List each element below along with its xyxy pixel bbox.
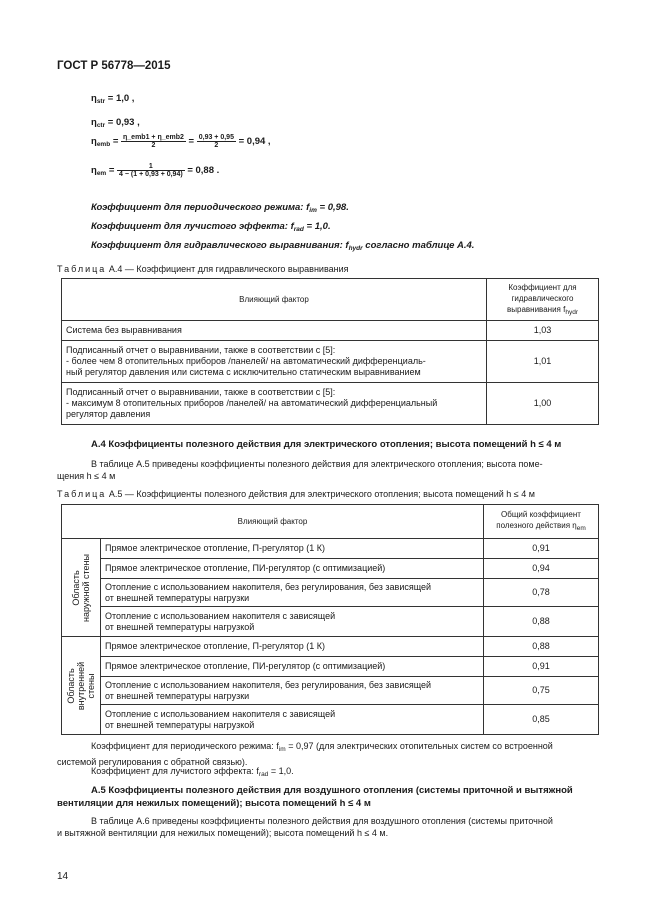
row-factor: Отопление с использованием накопителя с зависящей от внешней температуры нагрузкой [101,705,484,735]
table-row [62,341,599,383]
table-row [62,657,599,677]
row-factor: Отопление с использованием накопителя, без регулирования, без зависящей от внешней температуры нагрузки [101,677,484,705]
table-row [62,383,599,425]
row-value: 0,75 [484,677,599,705]
row-value: 0,91 [484,657,599,677]
header-factor: Влияющий фактор [62,505,484,539]
table-a4-caption: Таблица А.4 — Коэффициент для гидравлического выравнивания [57,264,349,274]
table-row [62,539,599,559]
formula-eta-str: $\eta_{str} = 1,0$ , [91,93,135,105]
row-factor: Система без выравнивания [62,321,487,341]
section-a4-para: В таблице А.5 приведены коэффициенты полезного действия для электрического отопления; высота поме- щения h ≤ 4 м [57,459,543,481]
table-a5-caption: Таблица А.5 — Коэффициенты полезного действия для электрического отопления; высота помещений h ≤ 4 м [57,489,535,499]
table-row [62,677,599,705]
coef-radiant: Коэффициент для лучистого эффекта: $f_{rad} = 1,0$. [91,221,331,233]
row-factor: Отопление с использованием накопителя, без регулирования, без зависящей от внешней температуры нагрузки [101,579,484,607]
table-header-row [62,279,599,321]
table-row [62,579,599,607]
row-factor: Прямое электрическое отопление, П-регулятор (1 К) [101,539,484,559]
section-a4-title: А.4 Коэффициенты полезного действия для электрического отопления; высота помещений h ≤ 4 м [91,439,562,450]
table-a5 [61,504,599,735]
formula-eta-em: $\eta_{em}$ = $\frac{1}{4 - (1 + 0,93 + 0,94)}$ = 0,88 . [91,163,220,178]
formula-eta-emb: $\eta_{emb}$ = $\frac{\text{η\_emb1 + η\_emb2}}{2}$ = $\frac{0,93 + 0,95}{2}$ = 0,94 , [91,134,271,149]
document-header: ГОСТ Р 56778—2015 [57,60,171,72]
section-a5-title: А.5 Коэффициенты полезного действия для воздушного отопления (системы приточной и вытяжной вентиляции для нежилых помещений); высота помещений h ≤ 4 м [57,785,573,809]
row-value: 0,91 [484,539,599,559]
table-row [62,705,599,735]
row-factor: Подписанный отчет о выравнивании, также в соответствии с [5]: - более чем 8 отопительных приборов /панелей/ на автоматический дифференциаль- ный регулятор давления или система с исключительно статическим выравниванием [62,341,487,383]
table-row [62,607,599,637]
row-value: 1,03 [487,321,599,341]
row-factor: Отопление с использованием накопителя с зависящей от внешней температуры нагрузкой [101,607,484,637]
row-factor: Прямое электрическое отопление, ПИ-регулятор (с оптимизацией) [101,559,484,579]
row-value: 1,01 [487,341,599,383]
row-value: 0,94 [484,559,599,579]
table-row [62,321,599,341]
row-factor: Прямое электрическое отопление, ПИ-регулятор (с оптимизацией) [101,657,484,677]
note-periodic: Коэффициент для периодического режима: $f_{im} = 0,97$ (для электрических отопительных систем со встроенной системой регулирования с обратной связью). [57,741,553,767]
table-row [62,559,599,579]
group-label-inner: Область внутренней стены [62,637,101,735]
group-label-outer: Область наружной стены [62,539,101,637]
note-radiant: Коэффициент для лучистого эффекта: $f_{rad} = 1,0$. [91,766,294,778]
row-value: 0,85 [484,705,599,735]
formula-eta-ctr: $\eta_{ctr} = 0,93$ , [91,117,140,129]
header-factor: Влияющий фактор [62,279,487,321]
page-number: 14 [57,871,69,882]
row-value: 0,88 [484,607,599,637]
row-value: 0,88 [484,637,599,657]
row-value: 0,78 [484,579,599,607]
coef-hydraulic: Коэффициент для гидравлического выравнивания: $f_{hydr}$ согласно таблице А.4. [91,240,475,252]
row-factor: Подписанный отчет о выравнивании, также в соответствии с [5]: - максимум 8 отопительных приборов /панелей/ на автоматический дифференциальный регулятор давления [62,383,487,425]
section-a5-para: В таблице А.6 приведены коэффициенты полезного действия для воздушного отопления (системы приточной и вытяжной вентиляции для нежилых помещений); высота помещений h ≤ 4 м. [57,816,553,838]
header-coef: Общий коэффициент полезного действия $\eta_{em}$ [484,505,599,539]
header-coef: Коэффициент для гидравлического выравнивания $f_{hydr}$ [487,279,599,321]
row-value: 1,00 [487,383,599,425]
coef-periodic: Коэффициент для периодического режима: $f_{im} = 0,98$. [91,202,349,214]
table-row [62,637,599,657]
row-factor: Прямое электрическое отопление, П-регулятор (1 К) [101,637,484,657]
table-header-row [62,505,599,539]
table-a4 [61,278,599,425]
